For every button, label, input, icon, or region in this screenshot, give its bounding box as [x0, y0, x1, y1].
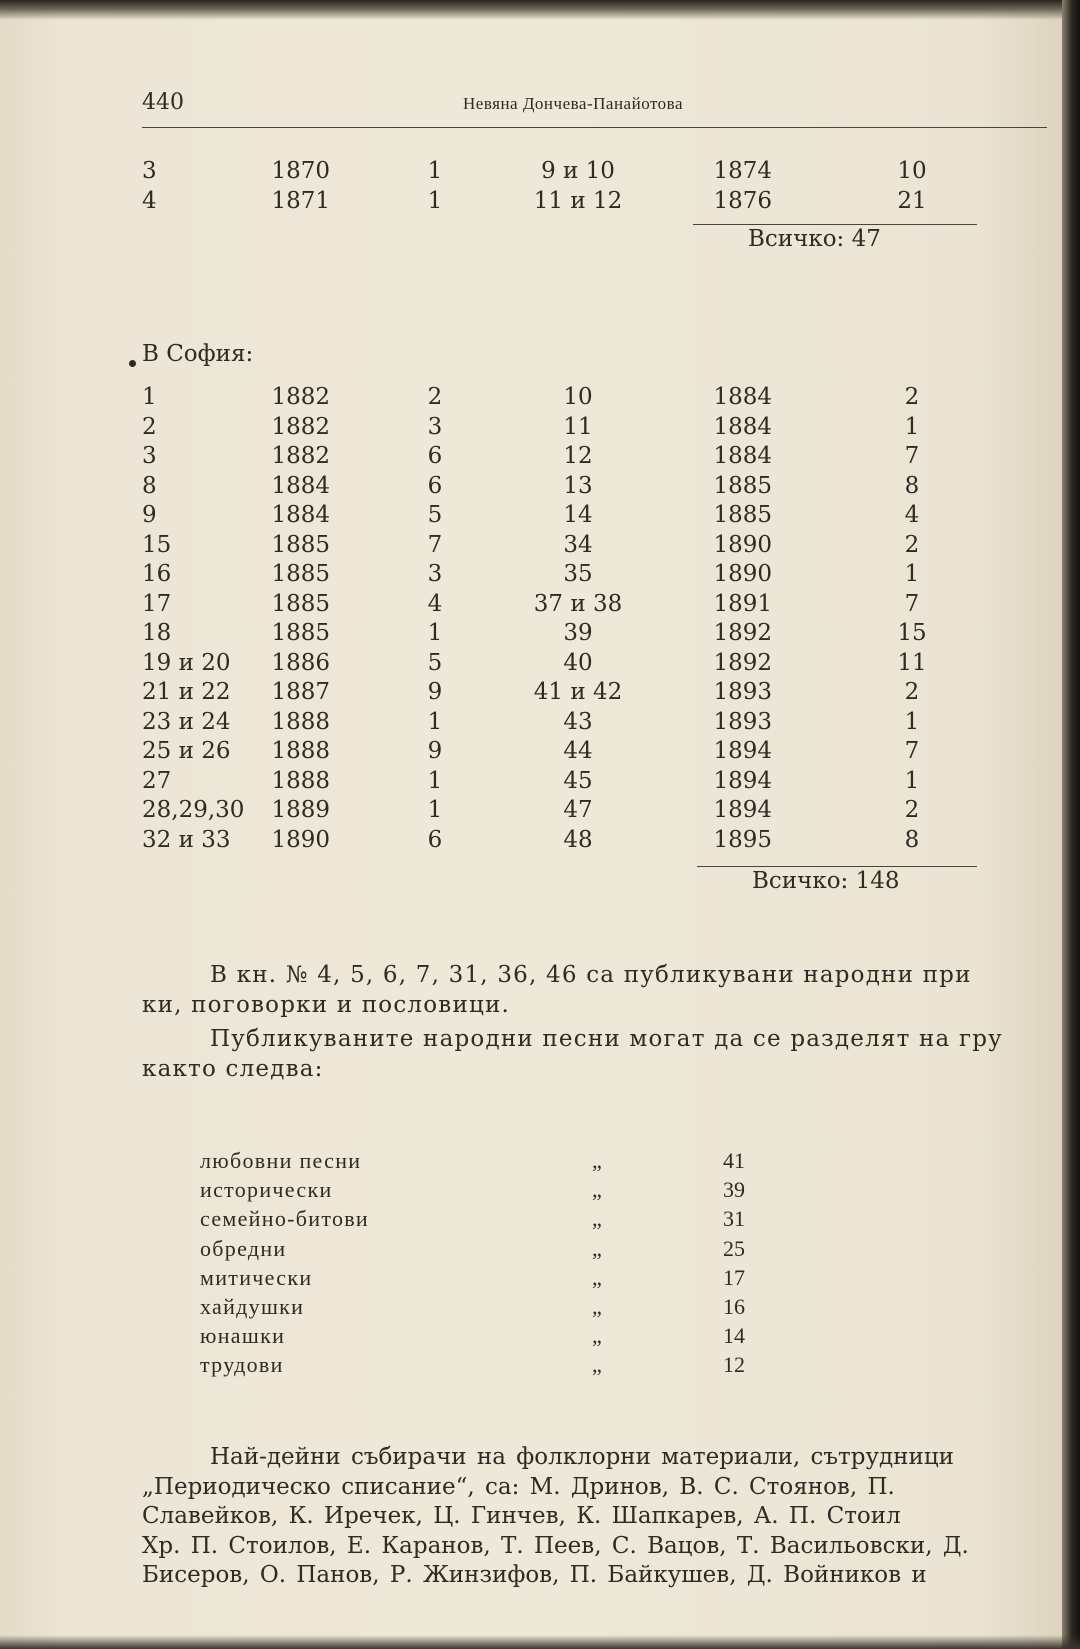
- issue-numbers-left: 21 и 22: [142, 679, 231, 705]
- year-left: 1888: [271, 767, 330, 794]
- paragraph-line: В кн. № 4, 5, 6, 7, 31, 36, 46 са публикувани народни при: [210, 962, 972, 988]
- count-right: 8: [904, 472, 920, 499]
- count-right: 2: [904, 531, 920, 558]
- count-right: 8: [904, 826, 920, 853]
- issue-numbers-left: 19 и 20: [142, 649, 231, 676]
- book-spine-edge: [1062, 0, 1080, 1649]
- scan-bottom-shadow: [0, 1635, 1080, 1649]
- subtotal-rule: [693, 224, 977, 225]
- issue-numbers-right: 47: [563, 797, 593, 823]
- issue-numbers-right: 35: [563, 561, 593, 587]
- count-left: 1: [427, 708, 443, 735]
- year-left: 1884: [271, 472, 330, 499]
- count-right: 2: [904, 384, 920, 410]
- issue-numbers-left: 25 и 26: [142, 738, 231, 764]
- issue-numbers-right: 11 и 12: [533, 187, 623, 214]
- count-left: 4: [427, 590, 443, 617]
- list-item: [200, 1292, 760, 1321]
- genre-count: 31: [723, 1206, 745, 1232]
- year-right: 1894: [713, 797, 772, 823]
- year-right: 1892: [713, 620, 772, 646]
- year-left: 1888: [271, 738, 330, 764]
- year-left: 1890: [271, 826, 330, 853]
- count-right: 7: [904, 443, 920, 469]
- ditto-mark: „: [592, 1352, 602, 1378]
- issue-numbers-left: 3: [142, 158, 157, 184]
- genre-name: исторически: [200, 1177, 333, 1203]
- issue-numbers-right: 39: [563, 620, 593, 646]
- issue-numbers-right: 45: [563, 767, 593, 794]
- paragraph-line: Бисеров, О. Панов, Р. Жинзифов, П. Байкушев, Д. Войников и: [142, 1562, 927, 1588]
- count-left: 1: [427, 158, 443, 184]
- paragraph-collectors: [142, 1443, 1060, 1591]
- genre-name: юнашки: [200, 1323, 286, 1349]
- year-right: 1884: [713, 413, 772, 440]
- ditto-mark: „: [592, 1323, 602, 1349]
- subtotal-rule: [697, 866, 977, 867]
- paragraph-line: Хр. П. Стоилов, Е. Каранов, Т. Пеев, С. Вацов, Т. Васильовски, Д.: [142, 1532, 969, 1559]
- year-left: 1888: [271, 708, 330, 735]
- count-left: 6: [427, 472, 443, 499]
- issue-numbers-left: 15: [142, 531, 172, 558]
- scan-top-shadow: [0, 0, 1080, 20]
- year-right: 1895: [713, 826, 772, 853]
- count-left: 5: [427, 649, 443, 676]
- list-item: [200, 1234, 760, 1263]
- genre-count: 41: [723, 1148, 745, 1173]
- ditto-mark: „: [592, 1177, 602, 1203]
- year-right: 1891: [713, 590, 772, 617]
- count-right: 1: [904, 767, 920, 794]
- genre-count: 12: [723, 1352, 745, 1378]
- bullet-icon: [129, 360, 136, 367]
- issue-numbers-left: 28,29,30: [142, 797, 245, 823]
- issue-numbers-right: 14: [563, 502, 593, 528]
- year-left: 1882: [271, 413, 330, 440]
- count-right: 11: [897, 649, 927, 676]
- year-right: 1884: [713, 384, 772, 410]
- issue-numbers-right: 10: [563, 384, 593, 410]
- count-right: 2: [904, 797, 920, 823]
- count-right: 2: [904, 679, 920, 705]
- year-left: 1884: [271, 502, 330, 528]
- year-right: 1874: [713, 158, 772, 184]
- genre-list: [200, 1146, 760, 1380]
- issue-numbers-right: 40: [563, 649, 593, 676]
- genre-name: трудови: [200, 1352, 284, 1378]
- paragraph-line: Публикуваните народни песни могат да се разделят на гру: [210, 1026, 1003, 1052]
- list-item: [200, 1263, 760, 1292]
- year-right: 1876: [713, 187, 772, 214]
- year-right: 1894: [713, 738, 772, 764]
- genre-count: 39: [723, 1177, 745, 1203]
- count-right: 1: [904, 708, 920, 735]
- ditto-mark: „: [592, 1206, 602, 1232]
- year-right: 1890: [713, 561, 772, 587]
- issue-numbers-right: 9 и 10: [541, 158, 615, 184]
- year-left: 1870: [271, 158, 330, 184]
- year-left: 1885: [271, 561, 330, 587]
- issue-numbers-left: 9: [142, 502, 157, 528]
- issue-numbers-right: 34: [563, 531, 593, 558]
- issue-numbers-left: 3: [142, 443, 157, 469]
- issue-numbers-right: 13: [563, 472, 593, 499]
- year-left: 1889: [271, 797, 330, 823]
- count-right: 7: [904, 738, 920, 764]
- count-left: 1: [427, 187, 443, 214]
- issue-numbers-right: 37 и 38: [533, 590, 623, 617]
- genre-count: 17: [723, 1264, 745, 1290]
- year-right: 1893: [713, 708, 772, 735]
- year-right: 1885: [713, 502, 772, 528]
- year-left: 1882: [271, 443, 330, 469]
- year-right: 1884: [713, 443, 772, 469]
- count-right: 7: [904, 590, 920, 617]
- paragraph-line: „Периодическо списание“, са: М. Дринов, В. С. Стоянов, П.: [142, 1473, 895, 1500]
- sofia-table-total: Всичко: 148: [752, 868, 900, 894]
- year-right: 1892: [713, 649, 772, 676]
- paragraph-line: Славейков, К. Иречек, Ц. Гинчев, К. Шапкарев, А. П. Стоил: [142, 1503, 901, 1529]
- ditto-mark: „: [592, 1293, 602, 1319]
- count-right: 1: [904, 413, 920, 440]
- first-table-total: Всичко: 47: [748, 226, 881, 252]
- paragraph-publications: [142, 961, 1060, 1020]
- count-left: 1: [427, 797, 443, 823]
- ditto-mark: „: [592, 1235, 602, 1261]
- issue-numbers-left: 1: [142, 384, 157, 410]
- paragraph-line: както следва:: [142, 1055, 324, 1082]
- issue-numbers-right: 48: [563, 826, 593, 853]
- genre-name: хайдушки: [200, 1293, 305, 1319]
- issue-numbers-left: 17: [142, 590, 172, 617]
- issue-numbers-left: 4: [142, 187, 157, 214]
- issue-numbers-right: 11: [563, 413, 593, 440]
- year-left: 1885: [271, 590, 330, 617]
- year-right: 1894: [713, 767, 772, 794]
- paragraph-groups: [142, 1025, 1060, 1084]
- issue-numbers-left: 27: [142, 767, 172, 794]
- paragraph-line: ки, поговорки и пословици.: [142, 991, 511, 1018]
- genre-count: 16: [723, 1293, 745, 1319]
- issue-numbers-left: 32 и 33: [142, 826, 231, 853]
- count-left: 7: [427, 531, 443, 558]
- section-heading: В София:: [142, 341, 254, 367]
- running-title: Невяна Дончева-Панайотова: [463, 94, 684, 113]
- count-left: 9: [427, 738, 443, 764]
- genre-name: семейно-битови: [200, 1206, 370, 1232]
- count-right: 10: [897, 158, 927, 184]
- list-item: [200, 1204, 760, 1233]
- ditto-mark: „: [592, 1264, 602, 1290]
- count-left: 3: [427, 561, 443, 587]
- genre-name: любовни песни: [200, 1148, 362, 1173]
- year-left: 1885: [271, 531, 330, 558]
- count-right: 1: [904, 561, 920, 587]
- list-item: [200, 1146, 760, 1175]
- genre-name: обредни: [200, 1235, 287, 1261]
- genre-count: 14: [723, 1323, 745, 1349]
- count-left: 3: [427, 413, 443, 440]
- ditto-mark: „: [592, 1148, 602, 1173]
- issue-numbers-left: 8: [142, 472, 157, 499]
- year-left: 1882: [271, 384, 330, 410]
- list-item: [200, 1350, 760, 1379]
- year-left: 1886: [271, 649, 330, 676]
- year-right: 1885: [713, 472, 772, 499]
- year-right: 1893: [713, 679, 772, 705]
- issue-numbers-left: 23 и 24: [142, 708, 231, 735]
- issue-numbers-right: 12: [563, 443, 593, 469]
- count-left: 6: [427, 443, 443, 469]
- paragraph-line: Най-дейни събирачи на фолклорни материали, сътрудници: [210, 1444, 954, 1470]
- count-right: 4: [904, 502, 920, 528]
- genre-name: митически: [200, 1264, 313, 1290]
- issue-numbers-left: 2: [142, 413, 157, 440]
- issue-numbers-left: 18: [142, 620, 172, 646]
- count-left: 2: [427, 384, 443, 410]
- year-left: 1871: [271, 187, 330, 214]
- count-left: 5: [427, 502, 443, 528]
- count-left: 1: [427, 620, 443, 646]
- count-right: 15: [897, 620, 927, 646]
- count-left: 1: [427, 767, 443, 794]
- genre-count: 25: [723, 1235, 745, 1261]
- count-left: 9: [427, 679, 443, 705]
- issue-numbers-right: 43: [563, 708, 593, 735]
- count-left: 6: [427, 826, 443, 853]
- year-left: 1887: [271, 679, 330, 705]
- list-item: [200, 1321, 760, 1350]
- count-right: 21: [897, 187, 927, 214]
- issue-numbers-left: 16: [142, 561, 172, 587]
- issue-numbers-right: 44: [563, 738, 593, 764]
- issue-numbers-right: 41 и 42: [533, 679, 623, 705]
- year-left: 1885: [271, 620, 330, 646]
- header-rule: [142, 127, 1047, 128]
- list-item: [200, 1175, 760, 1204]
- page-number: 440: [142, 90, 184, 115]
- year-right: 1890: [713, 531, 772, 558]
